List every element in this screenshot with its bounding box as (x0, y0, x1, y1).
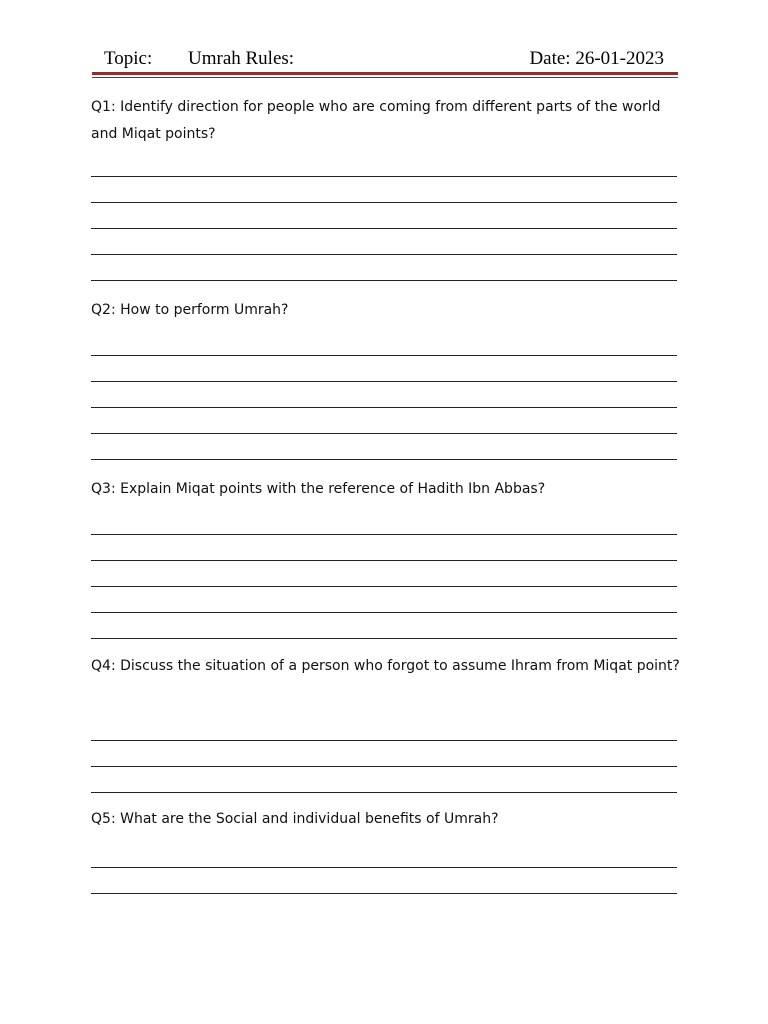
answer-line[interactable] (91, 433, 677, 434)
answer-line[interactable] (91, 560, 677, 561)
answer-line[interactable] (91, 254, 677, 255)
question-number: Q2 (91, 302, 111, 318)
answer-line[interactable] (91, 766, 677, 767)
question-number: Q1 (91, 99, 111, 115)
header-rule-thin (92, 77, 678, 78)
answer-line[interactable] (91, 381, 677, 382)
answer-line[interactable] (91, 534, 677, 535)
question-text: : How to perform Umrah? (110, 302, 289, 318)
answer-line[interactable] (91, 612, 677, 613)
question-2 (91, 297, 681, 324)
answer-line[interactable] (91, 867, 677, 868)
worksheet-header (92, 46, 678, 72)
answer-line[interactable] (91, 202, 677, 203)
question-number: Q3 (91, 481, 111, 497)
question-number: Q5 (91, 811, 111, 827)
answer-line[interactable] (91, 638, 677, 639)
answer-line[interactable] (91, 280, 677, 281)
question-5 (91, 806, 681, 833)
question-text: : What are the Social and individual benefits of Umrah? (110, 811, 499, 827)
answer-line[interactable] (91, 355, 677, 356)
topic-value: Umrah Rules: (188, 48, 295, 69)
answer-line[interactable] (91, 740, 677, 741)
topic-label: Topic: (104, 48, 153, 69)
question-text: : Explain Miqat points with the reference of Hadith Ibn Abbas? (110, 481, 546, 497)
answer-line[interactable] (91, 228, 677, 229)
question-1 (91, 94, 681, 148)
answer-line[interactable] (91, 407, 677, 408)
header-rule-thick (92, 72, 678, 75)
answer-line[interactable] (91, 176, 677, 177)
question-text: : Identify direction for people who are coming from different parts of the world and Miqat points? (91, 99, 661, 142)
question-number: Q4 (91, 658, 111, 674)
question-3 (91, 476, 681, 503)
answer-line[interactable] (91, 459, 677, 460)
answer-line[interactable] (91, 792, 677, 793)
answer-line[interactable] (91, 586, 677, 587)
question-4 (91, 653, 681, 680)
date-label: Date: 26-01-2023 (529, 48, 664, 69)
answer-line[interactable] (91, 893, 677, 894)
question-text: : Discuss the situation of a person who forgot to assume Ihram from Miqat point? (110, 658, 680, 674)
